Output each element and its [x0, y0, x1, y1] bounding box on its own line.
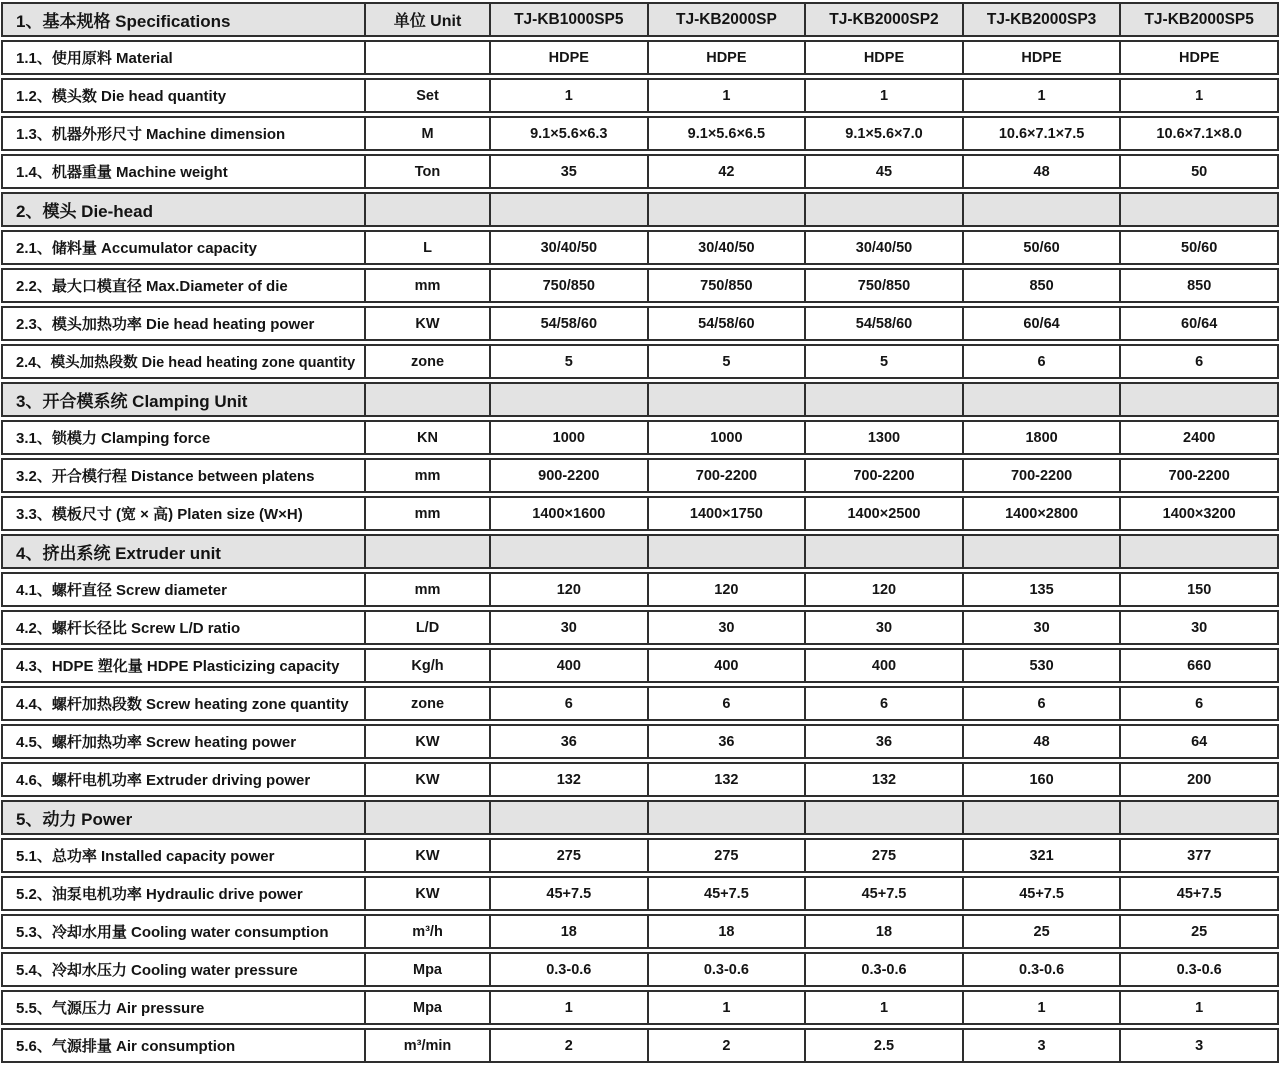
row-value: 45+7.5	[1176, 885, 1222, 902]
row-value: HDPE	[649, 42, 807, 73]
row-value: 2	[491, 1030, 649, 1061]
row-label: 1.2、模头数 Die head quantity	[3, 80, 366, 111]
row-unit: zone	[366, 346, 491, 377]
section-value-cell-empty	[964, 194, 1122, 225]
row-value: 64	[1191, 733, 1208, 750]
row-value: 48	[964, 156, 1122, 187]
row-value: 36	[491, 726, 649, 757]
column-header-model-tj-kb2000sp2: TJ-KB2000SP2	[806, 4, 964, 35]
row-value: 700-2200	[1168, 467, 1230, 484]
section-value-cell-empty	[649, 536, 807, 567]
row-value: 120	[806, 574, 964, 605]
row-value: 45+7.5	[806, 878, 964, 909]
row-value: HDPE	[491, 42, 649, 73]
row-value: 6	[491, 688, 649, 719]
row-value: 45+7.5	[491, 878, 649, 909]
row-unit: KN	[366, 422, 491, 453]
row-value: 10.6×7.1×7.5	[964, 118, 1122, 149]
row-unit: KW	[366, 726, 491, 757]
table-row	[1, 724, 1279, 759]
row-value: 50	[1191, 163, 1208, 180]
row-label: 3.2、开合模行程 Distance between platens	[3, 460, 366, 491]
row-value: 2400	[1183, 429, 1216, 446]
row-value: 275	[806, 840, 964, 871]
table-row	[1, 458, 1279, 493]
section-value-cell-empty	[649, 802, 807, 833]
row-value: HDPE	[806, 42, 964, 73]
row-value: 700-2200	[649, 460, 807, 491]
row-value: 1	[491, 992, 649, 1023]
row-value: HDPE	[964, 42, 1122, 73]
row-value: 160	[964, 764, 1122, 795]
section-value-cell-empty	[491, 536, 649, 567]
section-value-cell-empty	[491, 194, 649, 225]
row-value: 36	[649, 726, 807, 757]
row-value: 1	[806, 992, 964, 1023]
row-value: 54/58/60	[806, 308, 964, 339]
row-value: 42	[649, 156, 807, 187]
row-value: 45+7.5	[964, 878, 1122, 909]
section-title: 5、动力 Power	[3, 802, 366, 833]
row-value: 1000	[649, 422, 807, 453]
row-value: 660	[1187, 657, 1212, 674]
row-value: 54/58/60	[491, 308, 649, 339]
row-value: 530	[964, 650, 1122, 681]
section-title: 4、挤出系统 Extruder unit	[3, 536, 366, 567]
row-unit: m³/min	[366, 1030, 491, 1061]
row-unit: mm	[366, 498, 491, 529]
row-unit: KW	[366, 308, 491, 339]
row-value: 45	[806, 156, 964, 187]
row-value: 18	[649, 916, 807, 947]
row-value: 400	[491, 650, 649, 681]
row-value: 2	[649, 1030, 807, 1061]
column-header-model-tj-kb2000sp: TJ-KB2000SP	[649, 4, 807, 35]
row-value: 850	[964, 270, 1122, 301]
section-value-cell-empty	[1121, 194, 1277, 225]
row-value: 30	[806, 612, 964, 643]
row-value: 132	[491, 764, 649, 795]
section-title-row	[1, 534, 1279, 569]
row-label: 4.1、螺杆直径 Screw diameter	[3, 574, 366, 605]
table-row	[1, 990, 1279, 1025]
row-value: 700-2200	[806, 460, 964, 491]
row-value: 750/850	[806, 270, 964, 301]
row-value: 275	[491, 840, 649, 871]
row-value: 1	[964, 80, 1122, 111]
section-title-row	[1, 800, 1279, 835]
row-label: 1.3、机器外形尺寸 Machine dimension	[3, 118, 366, 149]
table-row	[1, 230, 1279, 265]
row-label: 2.3、模头加热功率 Die head heating power	[3, 308, 366, 339]
row-value: 9.1×5.6×7.0	[806, 118, 964, 149]
row-unit: m³/h	[366, 916, 491, 947]
row-value: 2.5	[806, 1030, 964, 1061]
row-value: 850	[1187, 277, 1212, 294]
row-value: 1800	[964, 422, 1122, 453]
table-row	[1, 876, 1279, 911]
row-unit: Mpa	[366, 954, 491, 985]
row-value: 6	[1195, 353, 1204, 370]
column-header-model-tj-kb2000sp5: TJ-KB2000SP5	[1144, 10, 1254, 28]
row-label: 4.6、螺杆电机功率 Extruder driving power	[3, 764, 366, 795]
row-value: 0.3-0.6	[1176, 961, 1222, 978]
row-value: 9.1×5.6×6.3	[491, 118, 649, 149]
row-label: 2.1、储料量 Accumulator capacity	[3, 232, 366, 263]
table-row	[1, 610, 1279, 645]
table-row	[1, 952, 1279, 987]
row-label: 4.5、螺杆加热功率 Screw heating power	[3, 726, 366, 757]
row-value: 750/850	[649, 270, 807, 301]
row-value: 1	[649, 992, 807, 1023]
table-row	[1, 686, 1279, 721]
row-unit	[366, 42, 491, 73]
row-value: 377	[1187, 847, 1212, 864]
row-value: 150	[1187, 581, 1212, 598]
row-value: 48	[964, 726, 1122, 757]
row-value: 1400×1750	[649, 498, 807, 529]
column-header-model-tj-kb1000sp5: TJ-KB1000SP5	[491, 4, 649, 35]
section-value-cell-empty	[1121, 802, 1277, 833]
row-value: 60/64	[964, 308, 1122, 339]
row-value: 1	[806, 80, 964, 111]
row-value: 700-2200	[964, 460, 1122, 491]
row-unit: KW	[366, 878, 491, 909]
row-value: 30/40/50	[649, 232, 807, 263]
row-unit: KW	[366, 840, 491, 871]
section-value-cell-empty	[491, 802, 649, 833]
row-unit: Kg/h	[366, 650, 491, 681]
section-value-cell-empty	[649, 194, 807, 225]
row-value: 36	[806, 726, 964, 757]
column-header-unit: 单位 Unit	[366, 4, 491, 35]
row-value: 1	[1195, 87, 1204, 104]
row-value: 3	[964, 1030, 1122, 1061]
section-value-cell-empty	[964, 802, 1122, 833]
row-label: 5.5、气源压力 Air pressure	[3, 992, 366, 1023]
section-title-row	[1, 192, 1279, 227]
section-value-cell-empty	[1121, 384, 1277, 415]
row-value: HDPE	[1179, 49, 1220, 66]
row-label: 4.3、HDPE 塑化量 HDPE Plasticizing capacity	[3, 650, 366, 681]
table-row	[1, 496, 1279, 531]
row-unit: mm	[366, 270, 491, 301]
row-value: 275	[649, 840, 807, 871]
row-value: 1400×2500	[806, 498, 964, 529]
table-row	[1, 40, 1279, 75]
row-value: 25	[964, 916, 1122, 947]
table-row	[1, 420, 1279, 455]
row-value: 1400×3200	[1162, 505, 1236, 522]
row-value: 1400×1600	[491, 498, 649, 529]
row-value: 50/60	[1181, 239, 1218, 256]
section-title: 3、开合模系统 Clamping Unit	[3, 384, 366, 415]
table-row	[1, 78, 1279, 113]
row-value: 35	[491, 156, 649, 187]
row-value: 1400×2800	[964, 498, 1122, 529]
row-unit: M	[366, 118, 491, 149]
row-label: 3.1、锁模力 Clamping force	[3, 422, 366, 453]
section-unit-cell-empty	[366, 194, 491, 225]
row-value: 18	[806, 916, 964, 947]
row-label: 1.4、机器重量 Machine weight	[3, 156, 366, 187]
row-unit: L/D	[366, 612, 491, 643]
row-value: 6	[964, 346, 1122, 377]
section-unit-cell-empty	[366, 536, 491, 567]
machine-specifications-table	[1, 2, 1279, 1063]
row-value: 60/64	[1181, 315, 1218, 332]
row-value: 30	[1191, 619, 1208, 636]
row-value: 0.3-0.6	[649, 954, 807, 985]
row-value: 1300	[806, 422, 964, 453]
row-value: 30	[964, 612, 1122, 643]
table-row	[1, 648, 1279, 683]
row-value: 0.3-0.6	[806, 954, 964, 985]
row-value: 25	[1191, 923, 1208, 940]
table-row	[1, 344, 1279, 379]
table-row	[1, 1028, 1279, 1063]
section-title-row	[1, 382, 1279, 417]
section-value-cell-empty	[806, 194, 964, 225]
row-label: 1.1、使用原料 Material	[3, 42, 366, 73]
row-label: 2.4、模头加热段数 Die head heating zone quantity	[3, 346, 366, 377]
row-value: 132	[806, 764, 964, 795]
row-value: 30	[649, 612, 807, 643]
row-label: 3.3、模板尺寸 (宽 × 高) Platen size (W×H)	[3, 498, 366, 529]
row-value: 120	[491, 574, 649, 605]
row-value: 135	[964, 574, 1122, 605]
row-value: 5	[649, 346, 807, 377]
row-value: 1	[649, 80, 807, 111]
row-value: 400	[806, 650, 964, 681]
row-unit: mm	[366, 460, 491, 491]
section-title: 2、模头 Die-head	[3, 194, 366, 225]
row-value: 0.3-0.6	[491, 954, 649, 985]
row-unit: Set	[366, 80, 491, 111]
row-unit: mm	[366, 574, 491, 605]
row-label: 5.6、气源排量 Air consumption	[3, 1030, 366, 1061]
table-row	[1, 116, 1279, 151]
table-row	[1, 838, 1279, 873]
row-value: 6	[964, 688, 1122, 719]
row-value: 1	[964, 992, 1122, 1023]
section-value-cell-empty	[491, 384, 649, 415]
row-value: 120	[649, 574, 807, 605]
row-value: 30/40/50	[806, 232, 964, 263]
row-unit: zone	[366, 688, 491, 719]
row-label: 4.2、螺杆长径比 Screw L/D ratio	[3, 612, 366, 643]
column-header-specifications: 1、基本规格 Specifications	[3, 4, 366, 35]
table-row	[1, 306, 1279, 341]
row-value: 0.3-0.6	[964, 954, 1122, 985]
section-unit-cell-empty	[366, 384, 491, 415]
row-label: 5.2、油泵电机功率 Hydraulic drive power	[3, 878, 366, 909]
row-value: 10.6×7.1×8.0	[1156, 125, 1242, 142]
row-unit: KW	[366, 764, 491, 795]
section-value-cell-empty	[806, 536, 964, 567]
row-value: 50/60	[964, 232, 1122, 263]
section-value-cell-empty	[964, 384, 1122, 415]
section-value-cell-empty	[964, 536, 1122, 567]
row-value: 5	[806, 346, 964, 377]
row-unit: Ton	[366, 156, 491, 187]
row-value: 321	[964, 840, 1122, 871]
table-row	[1, 268, 1279, 303]
column-header-model-tj-kb2000sp3: TJ-KB2000SP3	[964, 4, 1122, 35]
row-value: 3	[1195, 1037, 1204, 1054]
row-value: 750/850	[491, 270, 649, 301]
row-value: 1000	[491, 422, 649, 453]
row-label: 4.4、螺杆加热段数 Screw heating zone quantity	[3, 688, 366, 719]
row-value: 900-2200	[491, 460, 649, 491]
row-label: 5.3、冷却水用量 Cooling water consumption	[3, 916, 366, 947]
row-label: 5.4、冷却水压力 Cooling water pressure	[3, 954, 366, 985]
row-value: 6	[806, 688, 964, 719]
table-row	[1, 762, 1279, 797]
row-value: 30/40/50	[491, 232, 649, 263]
section-value-cell-empty	[1121, 536, 1277, 567]
section-value-cell-empty	[806, 802, 964, 833]
row-unit: Mpa	[366, 992, 491, 1023]
row-value: 54/58/60	[649, 308, 807, 339]
table-header-row	[1, 2, 1279, 37]
row-value: 6	[649, 688, 807, 719]
row-value: 30	[491, 612, 649, 643]
row-value: 45+7.5	[649, 878, 807, 909]
row-value: 5	[491, 346, 649, 377]
row-value: 400	[649, 650, 807, 681]
row-value: 1	[1195, 999, 1204, 1016]
row-value: 200	[1187, 771, 1212, 788]
section-unit-cell-empty	[366, 802, 491, 833]
row-unit: L	[366, 232, 491, 263]
row-value: 18	[491, 916, 649, 947]
row-value: 6	[1195, 695, 1204, 712]
section-value-cell-empty	[649, 384, 807, 415]
row-label: 5.1、总功率 Installed capacity power	[3, 840, 366, 871]
row-value: 132	[649, 764, 807, 795]
table-row	[1, 572, 1279, 607]
row-value: 9.1×5.6×6.5	[649, 118, 807, 149]
table-row	[1, 914, 1279, 949]
table-row	[1, 154, 1279, 189]
row-value: 1	[491, 80, 649, 111]
row-label: 2.2、最大口模直径 Max.Diameter of die	[3, 270, 366, 301]
section-value-cell-empty	[806, 384, 964, 415]
